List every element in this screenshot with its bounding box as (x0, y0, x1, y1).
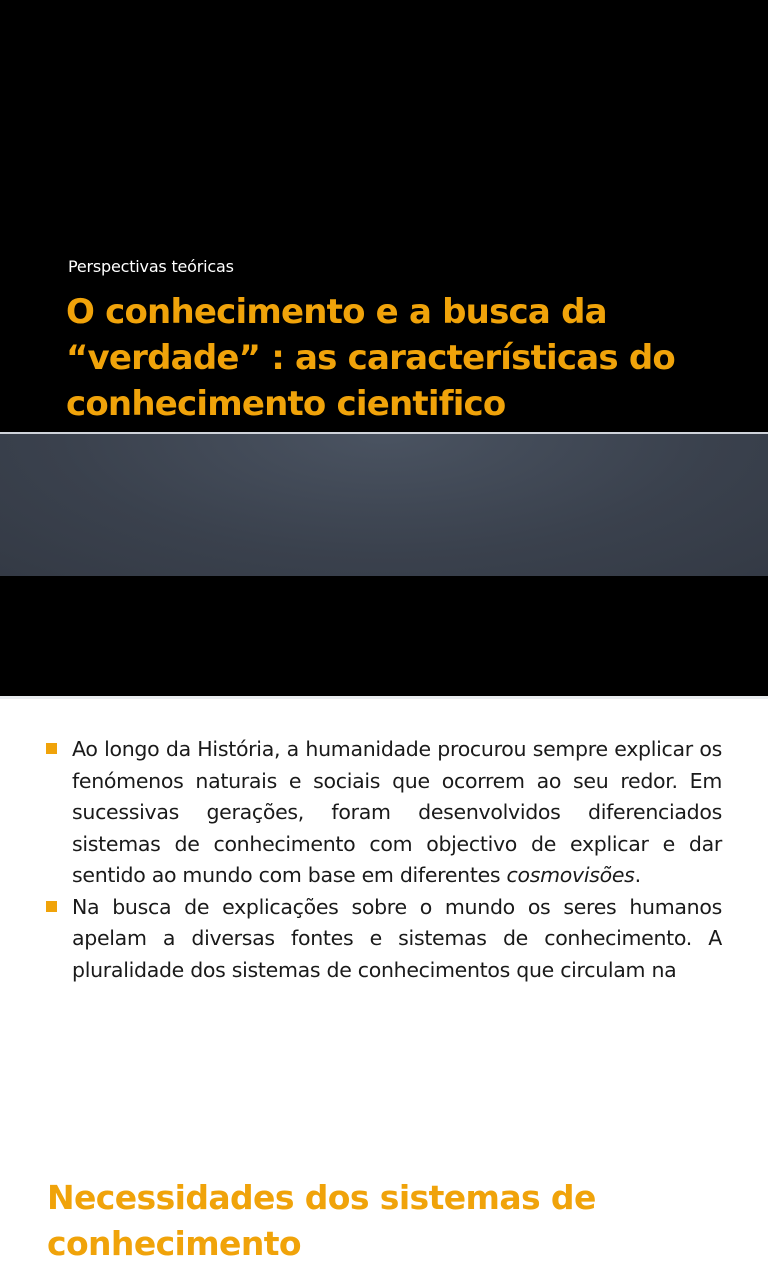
content-body (46, 734, 722, 986)
bullet-text: Na busca de explicações sobre o mundo os seres humanos apelam a diversas fontes e sistemas de conhecimento. A pluralidade dos sistemas de conhecimentos que circulam na (72, 894, 722, 982)
title-slide (0, 0, 768, 576)
content-slide-title: Necessidades dos sistemas de conhecimento (47, 1178, 596, 1263)
header-divider (0, 696, 768, 699)
slide-title: O conhecimento e a busca da “verdade” : as características do conhecimento cientifico (66, 292, 675, 424)
bullet-text: Ao longo da História, a humanidade procurou sempre explicar os fenómenos naturais e sociais que ocorrem ao seu redor. Em sucessivas gerações, foram desenvolvidos diferenciados sistemas de conhecimento com objectivo de explicar e dar sentido ao mundo com base em diferentes cosmovisões. (72, 737, 722, 887)
square-bullet-icon (46, 743, 57, 754)
square-bullet-icon (46, 901, 57, 912)
list-item (46, 734, 722, 892)
slide-subtitle: Perspectivas teóricas (68, 257, 234, 276)
decorative-band (0, 434, 768, 576)
list-item (46, 892, 722, 987)
emphasis-text: cosmovisões (506, 863, 635, 887)
